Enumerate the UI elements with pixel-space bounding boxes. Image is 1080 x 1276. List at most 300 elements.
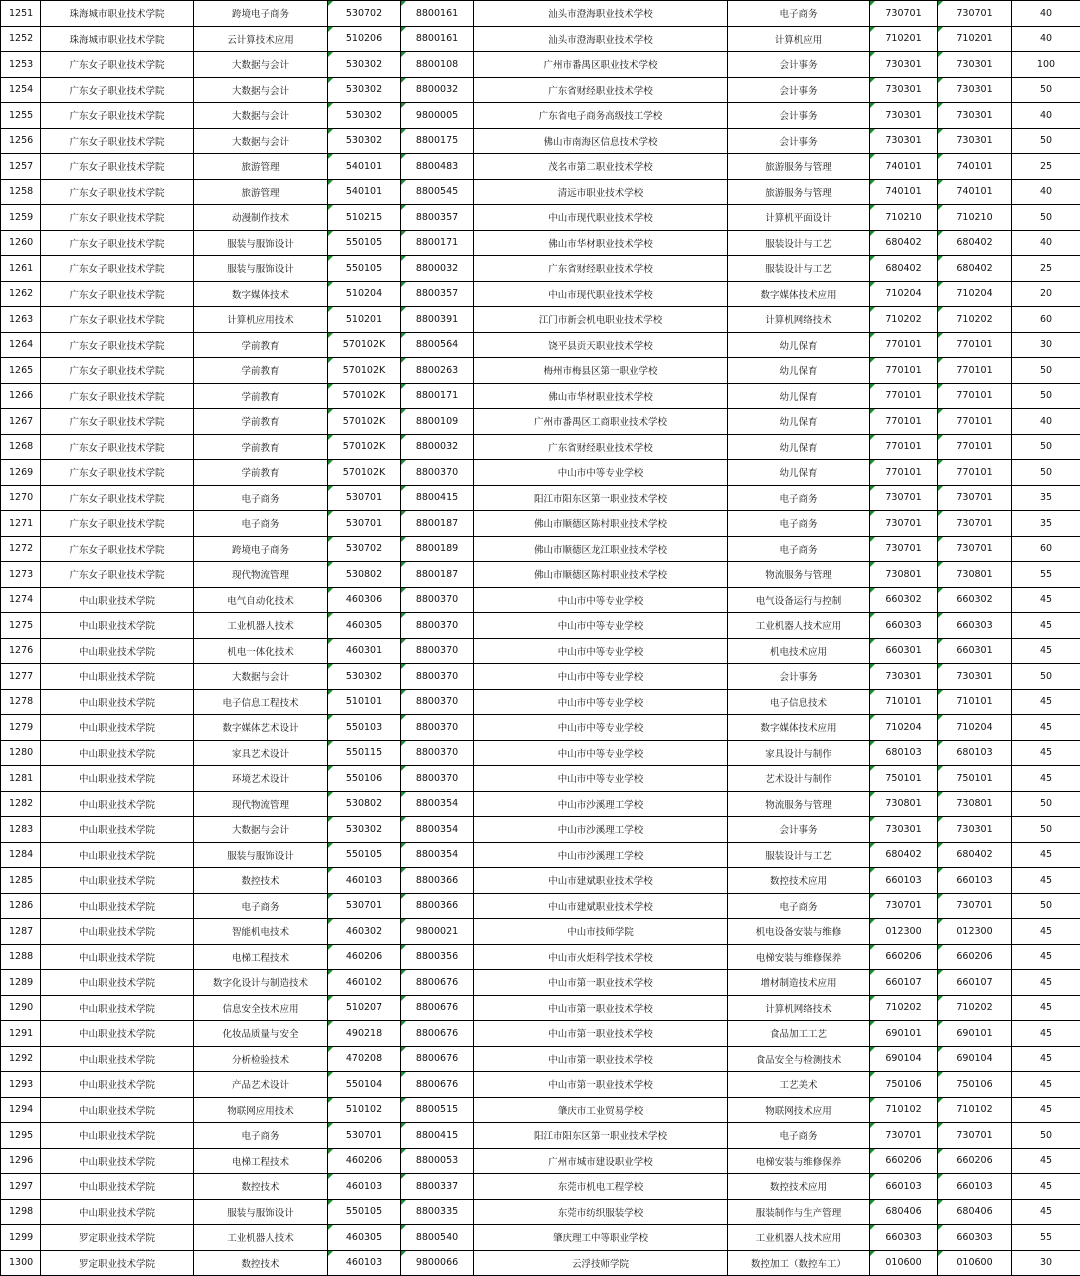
secondary-school-cell: 佛山市顺德区陈村职业技术学校: [474, 511, 728, 537]
higher-college-cell: 中山职业技术学院: [41, 919, 194, 945]
row-number-cell: 1266: [1, 383, 41, 409]
secondary-major-code-cell: 710202: [870, 307, 938, 333]
secondary-school-cell: 中山市中等专业学校: [474, 587, 728, 613]
secondary-major-code-cell: 710204: [870, 715, 938, 741]
secondary-school-cell: 云浮技师学院: [474, 1250, 728, 1276]
secondary-major-code-cell: 730701: [870, 893, 938, 919]
higher-major-code-cell: 510206: [328, 26, 401, 52]
secondary-major-code-cell: 710201: [870, 26, 938, 52]
table-row: [1, 868, 1080, 894]
secondary-school-code-cell: 8800335: [401, 1199, 474, 1225]
row-number-cell: 1286: [1, 893, 41, 919]
secondary-school-code-cell: 8800263: [401, 358, 474, 384]
higher-college-cell: 广东女子职业技术学院: [41, 256, 194, 282]
higher-major-cell: 学前教育: [194, 409, 328, 435]
higher-college-cell: 中山职业技术学院: [41, 740, 194, 766]
higher-major-cell: 大数据与会计: [194, 128, 328, 154]
higher-college-cell: 中山职业技术学院: [41, 689, 194, 715]
table-row: [1, 1097, 1080, 1123]
secondary-school-code-cell: 8800370: [401, 740, 474, 766]
secondary-major-cell: 数控技术应用: [728, 868, 870, 894]
secondary-major-code-2-cell: 710202: [938, 307, 1012, 333]
table-row: [1, 1072, 1080, 1098]
secondary-major-code-2-cell: 710204: [938, 281, 1012, 307]
higher-major-code-cell: 510204: [328, 281, 401, 307]
table-row: [1, 1225, 1080, 1251]
secondary-major-cell: 幼儿保育: [728, 383, 870, 409]
secondary-major-cell: 会计事务: [728, 77, 870, 103]
table-row: [1, 536, 1080, 562]
enrollment-quota-cell: 50: [1012, 817, 1080, 843]
higher-college-cell: 广东女子职业技术学院: [41, 179, 194, 205]
secondary-major-code-2-cell: 730701: [938, 893, 1012, 919]
higher-major-cell: 物联网应用技术: [194, 1097, 328, 1123]
higher-major-code-cell: 570102K: [328, 460, 401, 486]
row-number-cell: 1251: [1, 1, 41, 27]
secondary-major-cell: 电子商务: [728, 1, 870, 27]
secondary-major-code-2-cell: 660103: [938, 868, 1012, 894]
secondary-major-code-cell: 730301: [870, 77, 938, 103]
secondary-major-code-2-cell: 770101: [938, 358, 1012, 384]
secondary-major-code-cell: 770101: [870, 460, 938, 486]
secondary-major-code-2-cell: 690104: [938, 1046, 1012, 1072]
row-number-cell: 1297: [1, 1174, 41, 1200]
higher-major-cell: 电子商务: [194, 1123, 328, 1149]
secondary-school-cell: 阳江市阳东区第一职业技术学校: [474, 1123, 728, 1149]
secondary-major-cell: 计算机网络技术: [728, 995, 870, 1021]
secondary-major-code-cell: 690104: [870, 1046, 938, 1072]
secondary-school-cell: 东莞市纺织服装学校: [474, 1199, 728, 1225]
row-number-cell: 1296: [1, 1148, 41, 1174]
secondary-school-cell: 广东省财经职业技术学校: [474, 434, 728, 460]
higher-major-cell: 分析检验技术: [194, 1046, 328, 1072]
row-number-cell: 1268: [1, 434, 41, 460]
secondary-major-cell: 数控加工（数控车工）: [728, 1250, 870, 1276]
table-row: [1, 664, 1080, 690]
secondary-school-code-cell: 8800171: [401, 383, 474, 409]
secondary-school-code-cell: 8800370: [401, 460, 474, 486]
higher-college-cell: 广东女子职业技术学院: [41, 332, 194, 358]
secondary-school-code-cell: 8800109: [401, 409, 474, 435]
secondary-major-cell: 服装制作与生产管理: [728, 1199, 870, 1225]
row-number-cell: 1290: [1, 995, 41, 1021]
secondary-major-code-2-cell: 730301: [938, 77, 1012, 103]
secondary-school-code-cell: 8800676: [401, 1021, 474, 1047]
enrollment-quota-cell: 45: [1012, 995, 1080, 1021]
higher-major-cell: 服装与服饰设计: [194, 842, 328, 868]
higher-college-cell: 广东女子职业技术学院: [41, 434, 194, 460]
secondary-school-cell: 饶平县贡天职业技术学校: [474, 332, 728, 358]
table-row: [1, 511, 1080, 537]
secondary-school-code-cell: 8800415: [401, 1123, 474, 1149]
secondary-major-cell: 旅游服务与管理: [728, 179, 870, 205]
higher-major-cell: 工业机器人技术: [194, 1225, 328, 1251]
table-row: [1, 332, 1080, 358]
enrollment-quota-cell: 45: [1012, 638, 1080, 664]
secondary-major-code-2-cell: 660206: [938, 944, 1012, 970]
table-row: [1, 1199, 1080, 1225]
higher-college-cell: 中山职业技术学院: [41, 1199, 194, 1225]
secondary-major-code-cell: 730701: [870, 536, 938, 562]
secondary-major-code-2-cell: 660107: [938, 970, 1012, 996]
secondary-major-code-cell: 680402: [870, 842, 938, 868]
secondary-major-code-cell: 730801: [870, 562, 938, 588]
higher-major-cell: 大数据与会计: [194, 77, 328, 103]
secondary-school-cell: 肇庆理工中等职业学校: [474, 1225, 728, 1251]
higher-college-cell: 中山职业技术学院: [41, 817, 194, 843]
higher-college-cell: 广东女子职业技术学院: [41, 383, 194, 409]
secondary-major-code-cell: 730701: [870, 485, 938, 511]
enrollment-quota-cell: 30: [1012, 332, 1080, 358]
secondary-major-cell: 电子商务: [728, 511, 870, 537]
secondary-school-code-cell: 8800175: [401, 128, 474, 154]
enrollment-quota-cell: 50: [1012, 1123, 1080, 1149]
secondary-school-cell: 广州市番禺区职业技术学校: [474, 52, 728, 78]
secondary-school-cell: 汕头市澄海职业技术学校: [474, 1, 728, 27]
secondary-major-cell: 电梯安装与维修保养: [728, 944, 870, 970]
secondary-school-cell: 中山市中等专业学校: [474, 766, 728, 792]
secondary-major-cell: 电气设备运行与控制: [728, 587, 870, 613]
higher-college-cell: 广东女子职业技术学院: [41, 358, 194, 384]
secondary-major-cell: 服装设计与工艺: [728, 230, 870, 256]
enrollment-quota-cell: 45: [1012, 842, 1080, 868]
higher-major-code-cell: 530302: [328, 77, 401, 103]
higher-major-cell: 云计算技术应用: [194, 26, 328, 52]
enrollment-quota-cell: 50: [1012, 791, 1080, 817]
higher-college-cell: 珠海城市职业技术学院: [41, 1, 194, 27]
secondary-major-code-cell: 660206: [870, 944, 938, 970]
table-row: [1, 26, 1080, 52]
secondary-school-code-cell: 8800370: [401, 689, 474, 715]
higher-major-cell: 现代物流管理: [194, 562, 328, 588]
secondary-school-code-cell: 8800171: [401, 230, 474, 256]
secondary-major-code-2-cell: 730701: [938, 1, 1012, 27]
higher-major-code-cell: 530802: [328, 791, 401, 817]
higher-major-code-cell: 530702: [328, 536, 401, 562]
secondary-major-code-2-cell: 660302: [938, 587, 1012, 613]
secondary-major-code-2-cell: 730301: [938, 128, 1012, 154]
row-number-cell: 1280: [1, 740, 41, 766]
secondary-major-code-cell: 770101: [870, 409, 938, 435]
secondary-school-cell: 中山市现代职业技术学校: [474, 205, 728, 231]
higher-major-cell: 环境艺术设计: [194, 766, 328, 792]
higher-major-cell: 学前教育: [194, 383, 328, 409]
secondary-school-cell: 佛山市顺德区龙江职业技术学校: [474, 536, 728, 562]
higher-major-cell: 旅游管理: [194, 179, 328, 205]
secondary-school-code-cell: 8800564: [401, 332, 474, 358]
secondary-major-code-cell: 770101: [870, 383, 938, 409]
secondary-major-code-cell: 730301: [870, 103, 938, 129]
higher-major-code-cell: 550104: [328, 1072, 401, 1098]
row-number-cell: 1279: [1, 715, 41, 741]
secondary-major-code-2-cell: 740101: [938, 179, 1012, 205]
secondary-major-code-2-cell: 680402: [938, 256, 1012, 282]
secondary-school-code-cell: 8800391: [401, 307, 474, 333]
higher-major-cell: 数字媒体艺术设计: [194, 715, 328, 741]
row-number-cell: 1300: [1, 1250, 41, 1276]
row-number-cell: 1291: [1, 1021, 41, 1047]
secondary-school-cell: 中山市沙溪理工学校: [474, 791, 728, 817]
higher-college-cell: 广东女子职业技术学院: [41, 205, 194, 231]
higher-major-code-cell: 540101: [328, 154, 401, 180]
table-row: [1, 1, 1080, 27]
enrollment-quota-cell: 40: [1012, 230, 1080, 256]
secondary-major-code-cell: 770101: [870, 358, 938, 384]
higher-major-code-cell: 550115: [328, 740, 401, 766]
higher-major-cell: 学前教育: [194, 460, 328, 486]
secondary-major-code-cell: 730301: [870, 128, 938, 154]
secondary-school-code-cell: 8800187: [401, 562, 474, 588]
secondary-school-code-cell: 8800366: [401, 868, 474, 894]
row-number-cell: 1271: [1, 511, 41, 537]
enrollment-quota-cell: 45: [1012, 740, 1080, 766]
higher-major-code-cell: 460103: [328, 868, 401, 894]
higher-major-code-cell: 530302: [328, 664, 401, 690]
row-number-cell: 1294: [1, 1097, 41, 1123]
secondary-major-code-2-cell: 010600: [938, 1250, 1012, 1276]
enrollment-quota-cell: 60: [1012, 307, 1080, 333]
enrollment-quota-cell: 55: [1012, 562, 1080, 588]
table-row: [1, 281, 1080, 307]
row-number-cell: 1299: [1, 1225, 41, 1251]
table-row: [1, 1174, 1080, 1200]
higher-major-code-cell: 460305: [328, 1225, 401, 1251]
table-row: [1, 995, 1080, 1021]
higher-major-code-cell: 570102K: [328, 332, 401, 358]
enrollment-quota-cell: 45: [1012, 766, 1080, 792]
higher-college-cell: 罗定职业技术学院: [41, 1250, 194, 1276]
table-row: [1, 791, 1080, 817]
higher-major-code-cell: 550105: [328, 842, 401, 868]
enrollment-quota-cell: 50: [1012, 383, 1080, 409]
enrollment-quota-cell: 45: [1012, 1097, 1080, 1123]
higher-college-cell: 广东女子职业技术学院: [41, 536, 194, 562]
enrollment-quota-cell: 45: [1012, 1199, 1080, 1225]
higher-major-code-cell: 460206: [328, 1148, 401, 1174]
row-number-cell: 1289: [1, 970, 41, 996]
secondary-major-code-2-cell: 710210: [938, 205, 1012, 231]
secondary-major-cell: 计算机应用: [728, 26, 870, 52]
secondary-major-code-2-cell: 740101: [938, 154, 1012, 180]
secondary-major-code-2-cell: 770101: [938, 383, 1012, 409]
higher-college-cell: 中山职业技术学院: [41, 766, 194, 792]
secondary-major-code-2-cell: 660206: [938, 1148, 1012, 1174]
higher-major-code-cell: 530802: [328, 562, 401, 588]
higher-major-cell: 旅游管理: [194, 154, 328, 180]
higher-major-code-cell: 530302: [328, 817, 401, 843]
secondary-school-cell: 中山市中等专业学校: [474, 715, 728, 741]
secondary-major-code-2-cell: 730801: [938, 562, 1012, 588]
secondary-major-code-2-cell: 660303: [938, 1225, 1012, 1251]
higher-major-code-cell: 550106: [328, 766, 401, 792]
higher-major-code-cell: 550103: [328, 715, 401, 741]
enrollment-quota-cell: 50: [1012, 358, 1080, 384]
enrollment-quota-cell: 45: [1012, 868, 1080, 894]
secondary-school-cell: 中山市建斌职业技术学校: [474, 868, 728, 894]
secondary-school-code-cell: 8800354: [401, 842, 474, 868]
higher-college-cell: 中山职业技术学院: [41, 638, 194, 664]
enrollment-quota-cell: 50: [1012, 205, 1080, 231]
higher-college-cell: 中山职业技术学院: [41, 1021, 194, 1047]
higher-major-cell: 电子商务: [194, 893, 328, 919]
row-number-cell: 1253: [1, 52, 41, 78]
secondary-school-code-cell: 8800676: [401, 995, 474, 1021]
row-number-cell: 1262: [1, 281, 41, 307]
secondary-major-cell: 幼儿保育: [728, 460, 870, 486]
higher-major-code-cell: 460302: [328, 919, 401, 945]
secondary-major-code-2-cell: 730701: [938, 511, 1012, 537]
secondary-school-code-cell: 8800161: [401, 1, 474, 27]
secondary-school-code-cell: 9800066: [401, 1250, 474, 1276]
secondary-school-cell: 广东省财经职业技术学校: [474, 256, 728, 282]
enrollment-quota-cell: 25: [1012, 154, 1080, 180]
secondary-school-cell: 广州市番禺区工商职业技术学校: [474, 409, 728, 435]
row-number-cell: 1275: [1, 613, 41, 639]
secondary-major-code-cell: 710210: [870, 205, 938, 231]
higher-major-code-cell: 530302: [328, 103, 401, 129]
higher-major-cell: 跨境电子商务: [194, 1, 328, 27]
higher-major-cell: 智能机电技术: [194, 919, 328, 945]
higher-major-code-cell: 530701: [328, 511, 401, 537]
enrollment-quota-cell: 45: [1012, 919, 1080, 945]
secondary-school-cell: 东莞市机电工程学校: [474, 1174, 728, 1200]
higher-major-code-cell: 530302: [328, 52, 401, 78]
secondary-major-code-2-cell: 730301: [938, 664, 1012, 690]
higher-major-cell: 数字媒体技术: [194, 281, 328, 307]
row-number-cell: 1288: [1, 944, 41, 970]
secondary-major-code-cell: 740101: [870, 154, 938, 180]
secondary-major-cell: 电子商务: [728, 893, 870, 919]
secondary-school-cell: 中山市中等专业学校: [474, 613, 728, 639]
secondary-major-cell: 物流服务与管理: [728, 791, 870, 817]
secondary-major-code-2-cell: 710204: [938, 715, 1012, 741]
higher-major-cell: 数字化设计与制造技术: [194, 970, 328, 996]
table-row: [1, 230, 1080, 256]
secondary-major-code-cell: 710204: [870, 281, 938, 307]
higher-major-cell: 电气自动化技术: [194, 587, 328, 613]
row-number-cell: 1282: [1, 791, 41, 817]
enrollment-quota-cell: 50: [1012, 664, 1080, 690]
secondary-major-code-cell: 730701: [870, 511, 938, 537]
table-row: [1, 1021, 1080, 1047]
secondary-school-cell: 佛山市华材职业技术学校: [474, 230, 728, 256]
row-number-cell: 1298: [1, 1199, 41, 1225]
table-row: [1, 919, 1080, 945]
higher-college-cell: 中山职业技术学院: [41, 893, 194, 919]
secondary-major-cell: 旅游服务与管理: [728, 154, 870, 180]
secondary-school-code-cell: 8800370: [401, 664, 474, 690]
secondary-school-code-cell: 8800540: [401, 1225, 474, 1251]
table-row: [1, 52, 1080, 78]
enrollment-quota-cell: 50: [1012, 460, 1080, 486]
table-row: [1, 434, 1080, 460]
secondary-major-code-2-cell: 680402: [938, 842, 1012, 868]
secondary-major-cell: 物联网技术应用: [728, 1097, 870, 1123]
secondary-major-cell: 食品加工工艺: [728, 1021, 870, 1047]
secondary-major-code-cell: 660301: [870, 638, 938, 664]
secondary-school-cell: 阳江市阳东区第一职业技术学校: [474, 485, 728, 511]
higher-major-cell: 现代物流管理: [194, 791, 328, 817]
table-row: [1, 77, 1080, 103]
higher-college-cell: 广东女子职业技术学院: [41, 562, 194, 588]
secondary-major-cell: 会计事务: [728, 52, 870, 78]
higher-college-cell: 广东女子职业技术学院: [41, 52, 194, 78]
higher-college-cell: 广东女子职业技术学院: [41, 511, 194, 537]
row-number-cell: 1277: [1, 664, 41, 690]
row-number-cell: 1254: [1, 77, 41, 103]
secondary-major-code-cell: 690101: [870, 1021, 938, 1047]
secondary-major-code-2-cell: 690101: [938, 1021, 1012, 1047]
secondary-major-code-2-cell: 730701: [938, 485, 1012, 511]
higher-college-cell: 广东女子职业技术学院: [41, 307, 194, 333]
higher-college-cell: 罗定职业技术学院: [41, 1225, 194, 1251]
table-row: [1, 205, 1080, 231]
table-row: [1, 817, 1080, 843]
secondary-school-cell: 广东省财经职业技术学校: [474, 77, 728, 103]
secondary-school-cell: 中山市沙溪理工学校: [474, 817, 728, 843]
secondary-major-cell: 电子信息技术: [728, 689, 870, 715]
higher-major-cell: 数控技术: [194, 1250, 328, 1276]
higher-college-cell: 中山职业技术学院: [41, 1123, 194, 1149]
secondary-major-code-2-cell: 770101: [938, 332, 1012, 358]
secondary-major-cell: 会计事务: [728, 817, 870, 843]
enrollment-quota-cell: 30: [1012, 1250, 1080, 1276]
higher-major-code-cell: 570102K: [328, 434, 401, 460]
higher-major-cell: 机电一体化技术: [194, 638, 328, 664]
secondary-major-cell: 机电设备安装与维修: [728, 919, 870, 945]
higher-major-cell: 计算机应用技术: [194, 307, 328, 333]
secondary-school-cell: 肇庆市工业贸易学校: [474, 1097, 728, 1123]
row-number-cell: 1285: [1, 868, 41, 894]
secondary-major-code-2-cell: 660103: [938, 1174, 1012, 1200]
higher-major-cell: 大数据与会计: [194, 103, 328, 129]
secondary-major-code-2-cell: 680402: [938, 230, 1012, 256]
row-number-cell: 1256: [1, 128, 41, 154]
table-row: [1, 562, 1080, 588]
table-row: [1, 689, 1080, 715]
higher-major-cell: 大数据与会计: [194, 52, 328, 78]
secondary-major-code-cell: 730701: [870, 1, 938, 27]
higher-major-cell: 服装与服饰设计: [194, 1199, 328, 1225]
higher-major-cell: 大数据与会计: [194, 664, 328, 690]
enrollment-quota-cell: 45: [1012, 1174, 1080, 1200]
secondary-school-cell: 中山市第一职业技术学校: [474, 1021, 728, 1047]
higher-major-code-cell: 460103: [328, 1174, 401, 1200]
secondary-major-code-cell: 710202: [870, 995, 938, 1021]
secondary-major-code-2-cell: 730801: [938, 791, 1012, 817]
secondary-major-cell: 物流服务与管理: [728, 562, 870, 588]
enrollment-quota-cell: 40: [1012, 409, 1080, 435]
table-row: [1, 740, 1080, 766]
secondary-major-cell: 电子商务: [728, 536, 870, 562]
secondary-major-code-cell: 660303: [870, 613, 938, 639]
secondary-school-cell: 中山市沙溪理工学校: [474, 842, 728, 868]
higher-college-cell: 中山职业技术学院: [41, 587, 194, 613]
higher-major-code-cell: 540101: [328, 179, 401, 205]
table-row: [1, 613, 1080, 639]
secondary-school-cell: 中山市中等专业学校: [474, 664, 728, 690]
secondary-major-code-2-cell: 680406: [938, 1199, 1012, 1225]
higher-major-cell: 产品艺术设计: [194, 1072, 328, 1098]
secondary-school-code-cell: 8800357: [401, 281, 474, 307]
row-number-cell: 1293: [1, 1072, 41, 1098]
higher-major-cell: 学前教育: [194, 332, 328, 358]
higher-major-cell: 信息安全技术应用: [194, 995, 328, 1021]
higher-major-code-cell: 460305: [328, 613, 401, 639]
higher-college-cell: 中山职业技术学院: [41, 995, 194, 1021]
higher-major-cell: 工业机器人技术: [194, 613, 328, 639]
row-number-cell: 1281: [1, 766, 41, 792]
